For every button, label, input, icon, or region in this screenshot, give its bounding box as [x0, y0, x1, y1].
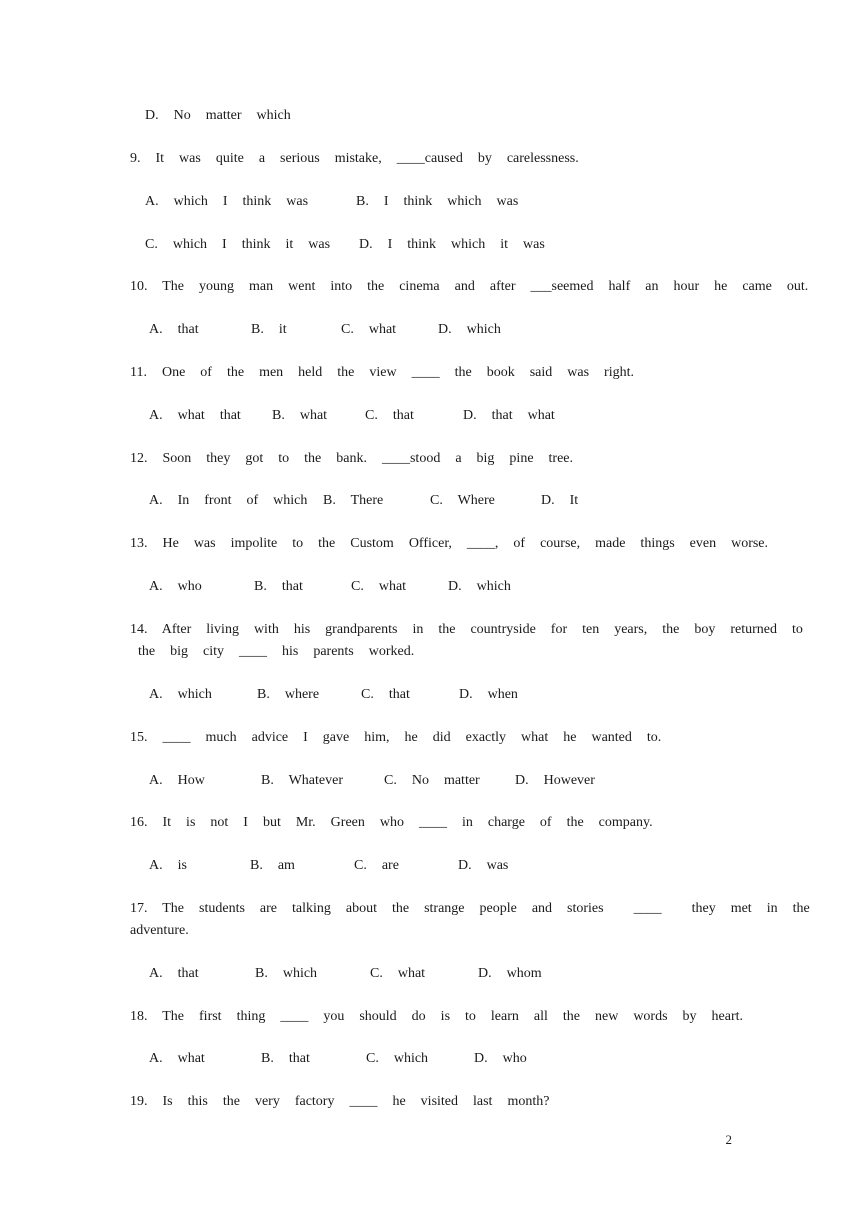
question-stem: [130, 448, 573, 470]
option-d: D. was: [458, 858, 509, 873]
option-b: B. what: [272, 408, 328, 423]
option-a: A. that: [149, 322, 199, 337]
option-d: D. that what: [463, 408, 555, 423]
option-a: A. what that: [149, 408, 241, 423]
option-b: B. am: [250, 858, 295, 873]
question-stem-continuation: the big city ____ his parents worked.: [138, 644, 415, 659]
question-number: 18.: [130, 1009, 148, 1024]
option-b: B. There: [323, 493, 384, 508]
option-c: C. what: [341, 322, 397, 337]
question-stem: [130, 1006, 743, 1028]
option-b: B. where: [257, 687, 320, 702]
option-d: D. I think which it was: [359, 237, 545, 252]
option-d: D. No matter which: [145, 108, 291, 123]
option-a: A. How: [149, 773, 205, 788]
option-d: D. It: [541, 493, 579, 508]
question-number: 9.: [130, 151, 141, 166]
option-b: B. I think which was: [356, 194, 519, 209]
option-c: C. Where: [430, 493, 495, 508]
question-text: After living with his grandparents in the countryside for ten years, the boy returned to: [161, 622, 803, 637]
option-d: D. who: [474, 1051, 527, 1066]
question-number: 10.: [130, 279, 148, 294]
question-number: 16.: [130, 815, 148, 830]
option-d: D. However: [515, 773, 595, 788]
question-stem: [130, 812, 653, 834]
question-text: The first thing ____ you should do is to learn all the new words by heart.: [162, 1009, 744, 1024]
question-text: One of the men held the view ____ the book said was right.: [161, 365, 634, 380]
question-text: Soon they got to the bank. ____stood a big pine tree.: [162, 451, 574, 466]
option-c: C. that: [361, 687, 410, 702]
option-b: B. that: [254, 579, 303, 594]
option-b: B. which: [255, 966, 318, 981]
option-c: C. what: [351, 579, 407, 594]
option-c: C. which I think it was: [145, 237, 331, 252]
question-number: 12.: [130, 451, 148, 466]
option-c: C. that: [365, 408, 414, 423]
page-number: 2: [725, 1132, 732, 1147]
question-stem-continuation: adventure.: [130, 923, 189, 938]
question-stem: [130, 276, 808, 298]
option-a: A. is: [149, 858, 187, 873]
question-stem: [130, 148, 579, 170]
option-c: C. which: [366, 1051, 429, 1066]
question-number: 17.: [130, 901, 148, 916]
option-a: A. that: [149, 966, 199, 981]
question-text: ____ much advice I gave him, he did exactly what he wanted to.: [162, 730, 662, 745]
question-text: It is not I but Mr. Green who ____ in charge of the company.: [162, 815, 653, 830]
option-a: A. who: [149, 579, 202, 594]
question-text: The young man went into the cinema and after ___seemed half an hour he came out.: [162, 279, 809, 294]
question-number: 13.: [130, 536, 148, 551]
question-text: The students are talking about the strange people and stories ____ they met in the: [162, 901, 810, 916]
option-d: D. which: [448, 579, 511, 594]
option-b: B. Whatever: [261, 773, 343, 788]
option-c: C. what: [370, 966, 426, 981]
option-a: A. which: [149, 687, 212, 702]
option-c: C. are: [354, 858, 399, 873]
question-number: 15.: [130, 730, 148, 745]
question-stem: [130, 898, 810, 920]
option-d: D. whom: [478, 966, 542, 981]
question-stem: [130, 533, 768, 555]
option-d: D. which: [438, 322, 501, 337]
option-d: D. when: [459, 687, 518, 702]
question-number: 19.: [130, 1094, 148, 1109]
question-text: Is this the very factory ____ he visited last month?: [162, 1094, 550, 1109]
question-number: 11.: [130, 365, 147, 380]
option-c: C. No matter: [384, 773, 480, 788]
question-stem: [130, 362, 634, 384]
option-a: A. which I think was: [145, 194, 309, 209]
option-a: A. In front of which: [149, 493, 308, 508]
question-stem: [130, 727, 661, 749]
option-b: B. that: [261, 1051, 310, 1066]
option-a: A. what: [149, 1051, 205, 1066]
question-number: 14.: [130, 622, 148, 637]
question-text: He was impolite to the Custom Officer, ____, of course, made things even worse.: [162, 536, 769, 551]
option-b: B. it: [251, 322, 287, 337]
question-stem: [130, 1091, 549, 1113]
question-stem: [130, 619, 803, 641]
question-text: It was quite a serious mistake, ____caused by carelessness.: [155, 151, 579, 166]
